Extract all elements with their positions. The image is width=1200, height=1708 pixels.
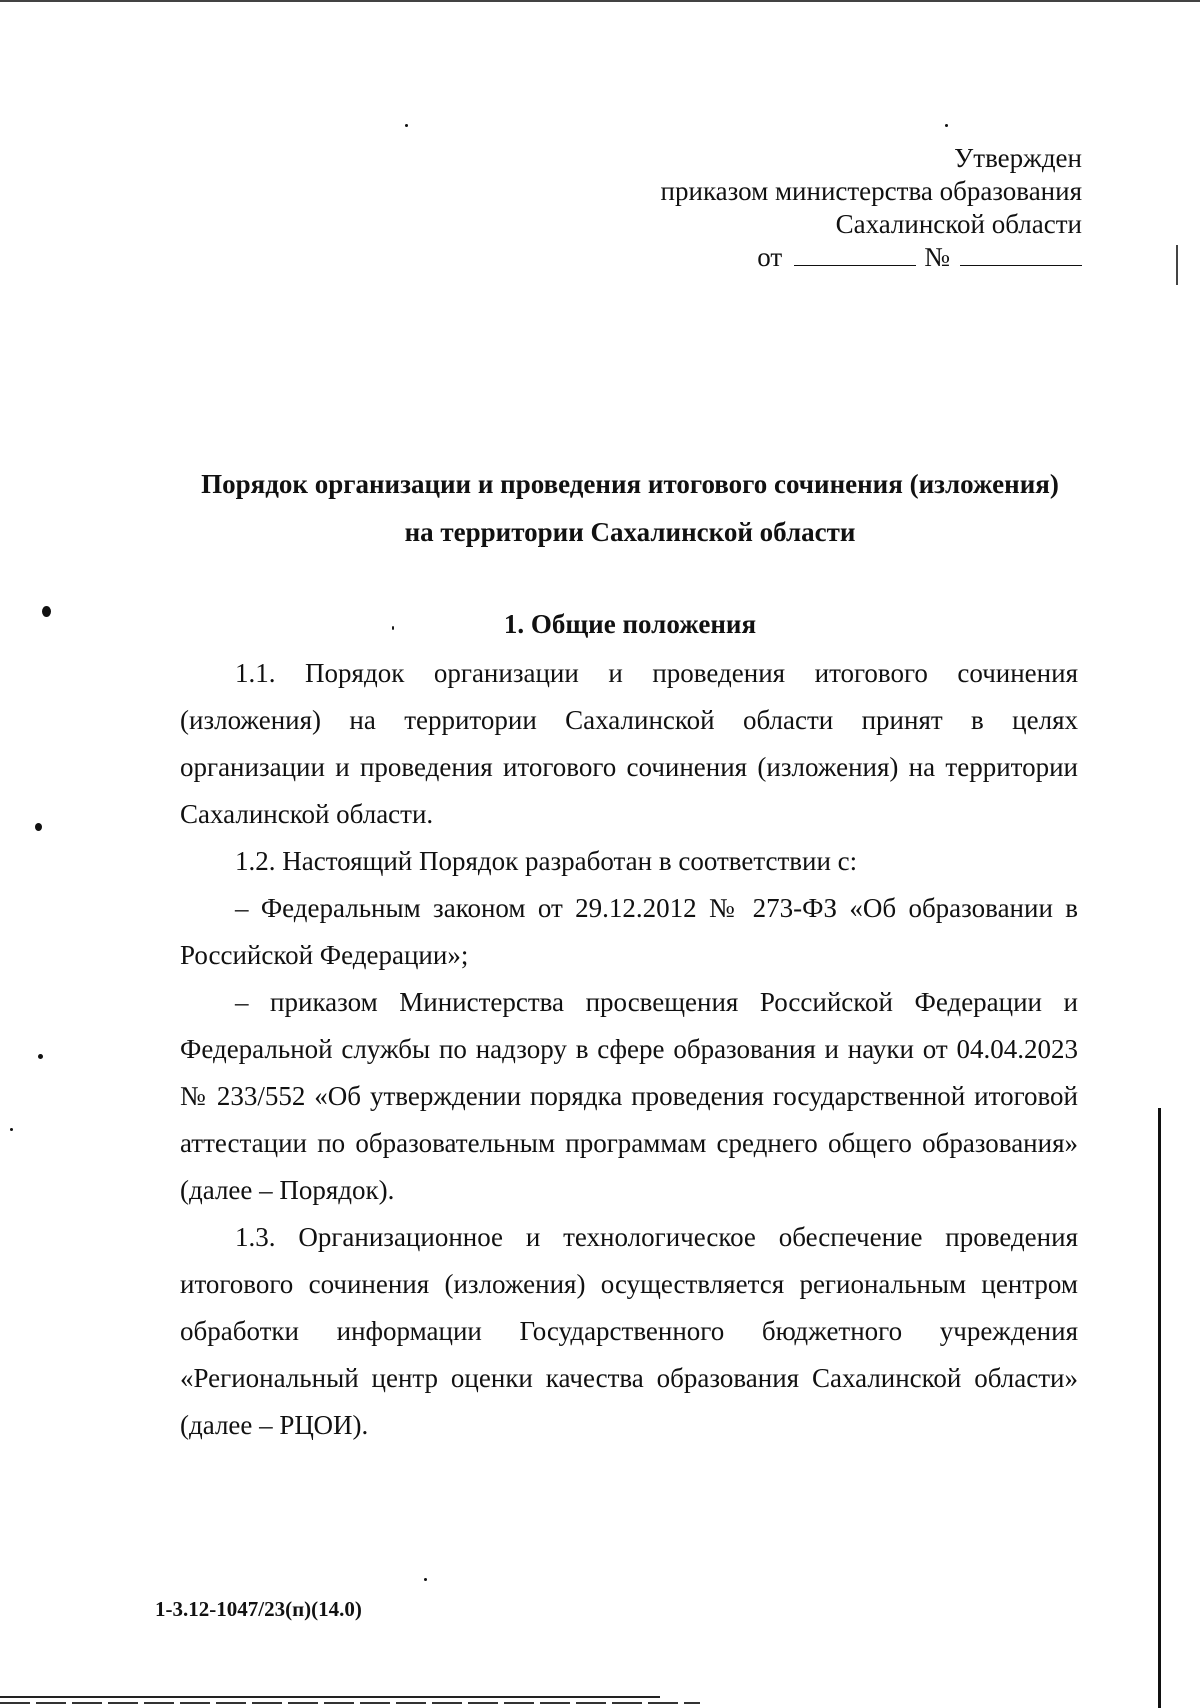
number-sign: № xyxy=(924,242,950,272)
date-prefix: от xyxy=(757,242,783,272)
paragraph-1-2: 1.2. Настоящий Порядок разработан в соответствии с: xyxy=(235,846,858,876)
number-blank xyxy=(960,243,1082,266)
title-line-1: Порядок организации и проведения итогового сочинения (изложения) xyxy=(201,469,1059,499)
document-title xyxy=(130,460,1130,556)
paragraph-1-1: 1.1. Порядок организации и проведения итогового сочинения (изложения) на территории Сахалинской области принят в целях организации и проведения итогового сочинения (изложения) на территории Сахалинской области. xyxy=(180,658,1078,829)
document-body xyxy=(180,650,1078,1449)
section-heading: 1. Общие положения xyxy=(503,609,757,639)
approval-issuer: приказом министерства образования xyxy=(660,176,1082,206)
scan-speck xyxy=(38,1054,43,1059)
scan-speck xyxy=(405,124,408,127)
scan-speck xyxy=(10,1128,13,1131)
scan-speck xyxy=(945,124,948,127)
approval-stamp-block xyxy=(661,142,1082,274)
scan-speck xyxy=(35,823,42,831)
scan-bottom-edge xyxy=(0,1696,660,1698)
scan-margin-mark xyxy=(1176,245,1178,285)
list-item-federal-law: – Федеральным законом от 29.12.2012 № 273-ФЗ «Об образовании в Российской Федерации»; xyxy=(180,893,1078,970)
scan-right-edge-bar xyxy=(1158,1108,1161,1708)
document-code: 1-3.12-1047/23(п)(14.0) xyxy=(155,1597,362,1621)
approval-date-number-line xyxy=(661,241,1082,274)
approval-region: Сахалинской области xyxy=(835,209,1082,239)
scan-top-edge xyxy=(0,0,1200,3)
scan-speck xyxy=(424,1578,427,1581)
scan-bottom-edge-dashed xyxy=(0,1702,700,1704)
paragraph-1-3: 1.3. Организационное и технологическое обеспечение проведения итогового сочинения (изложения) осуществляется региональным центром обработки информации Государственного бюджетного учреждения «Региональный центр оценки качества образования Сахалинской области» (далее – РЦОИ). xyxy=(180,1222,1078,1440)
scan-speck xyxy=(42,606,51,617)
title-line-2: на территории Сахалинской области xyxy=(404,517,856,547)
date-blank xyxy=(794,243,916,266)
list-item-ministry-order: – приказом Министерства просвещения Российской Федерации и Федеральной службы по надзору в сфере образования и науки от 04.04.2023 № 233/552 «Об утверждении порядка проведения государственной итоговой аттестации по образовательным программам среднего общего образования» (далее – Порядок). xyxy=(180,987,1078,1205)
approval-heading: Утвержден xyxy=(954,143,1082,173)
